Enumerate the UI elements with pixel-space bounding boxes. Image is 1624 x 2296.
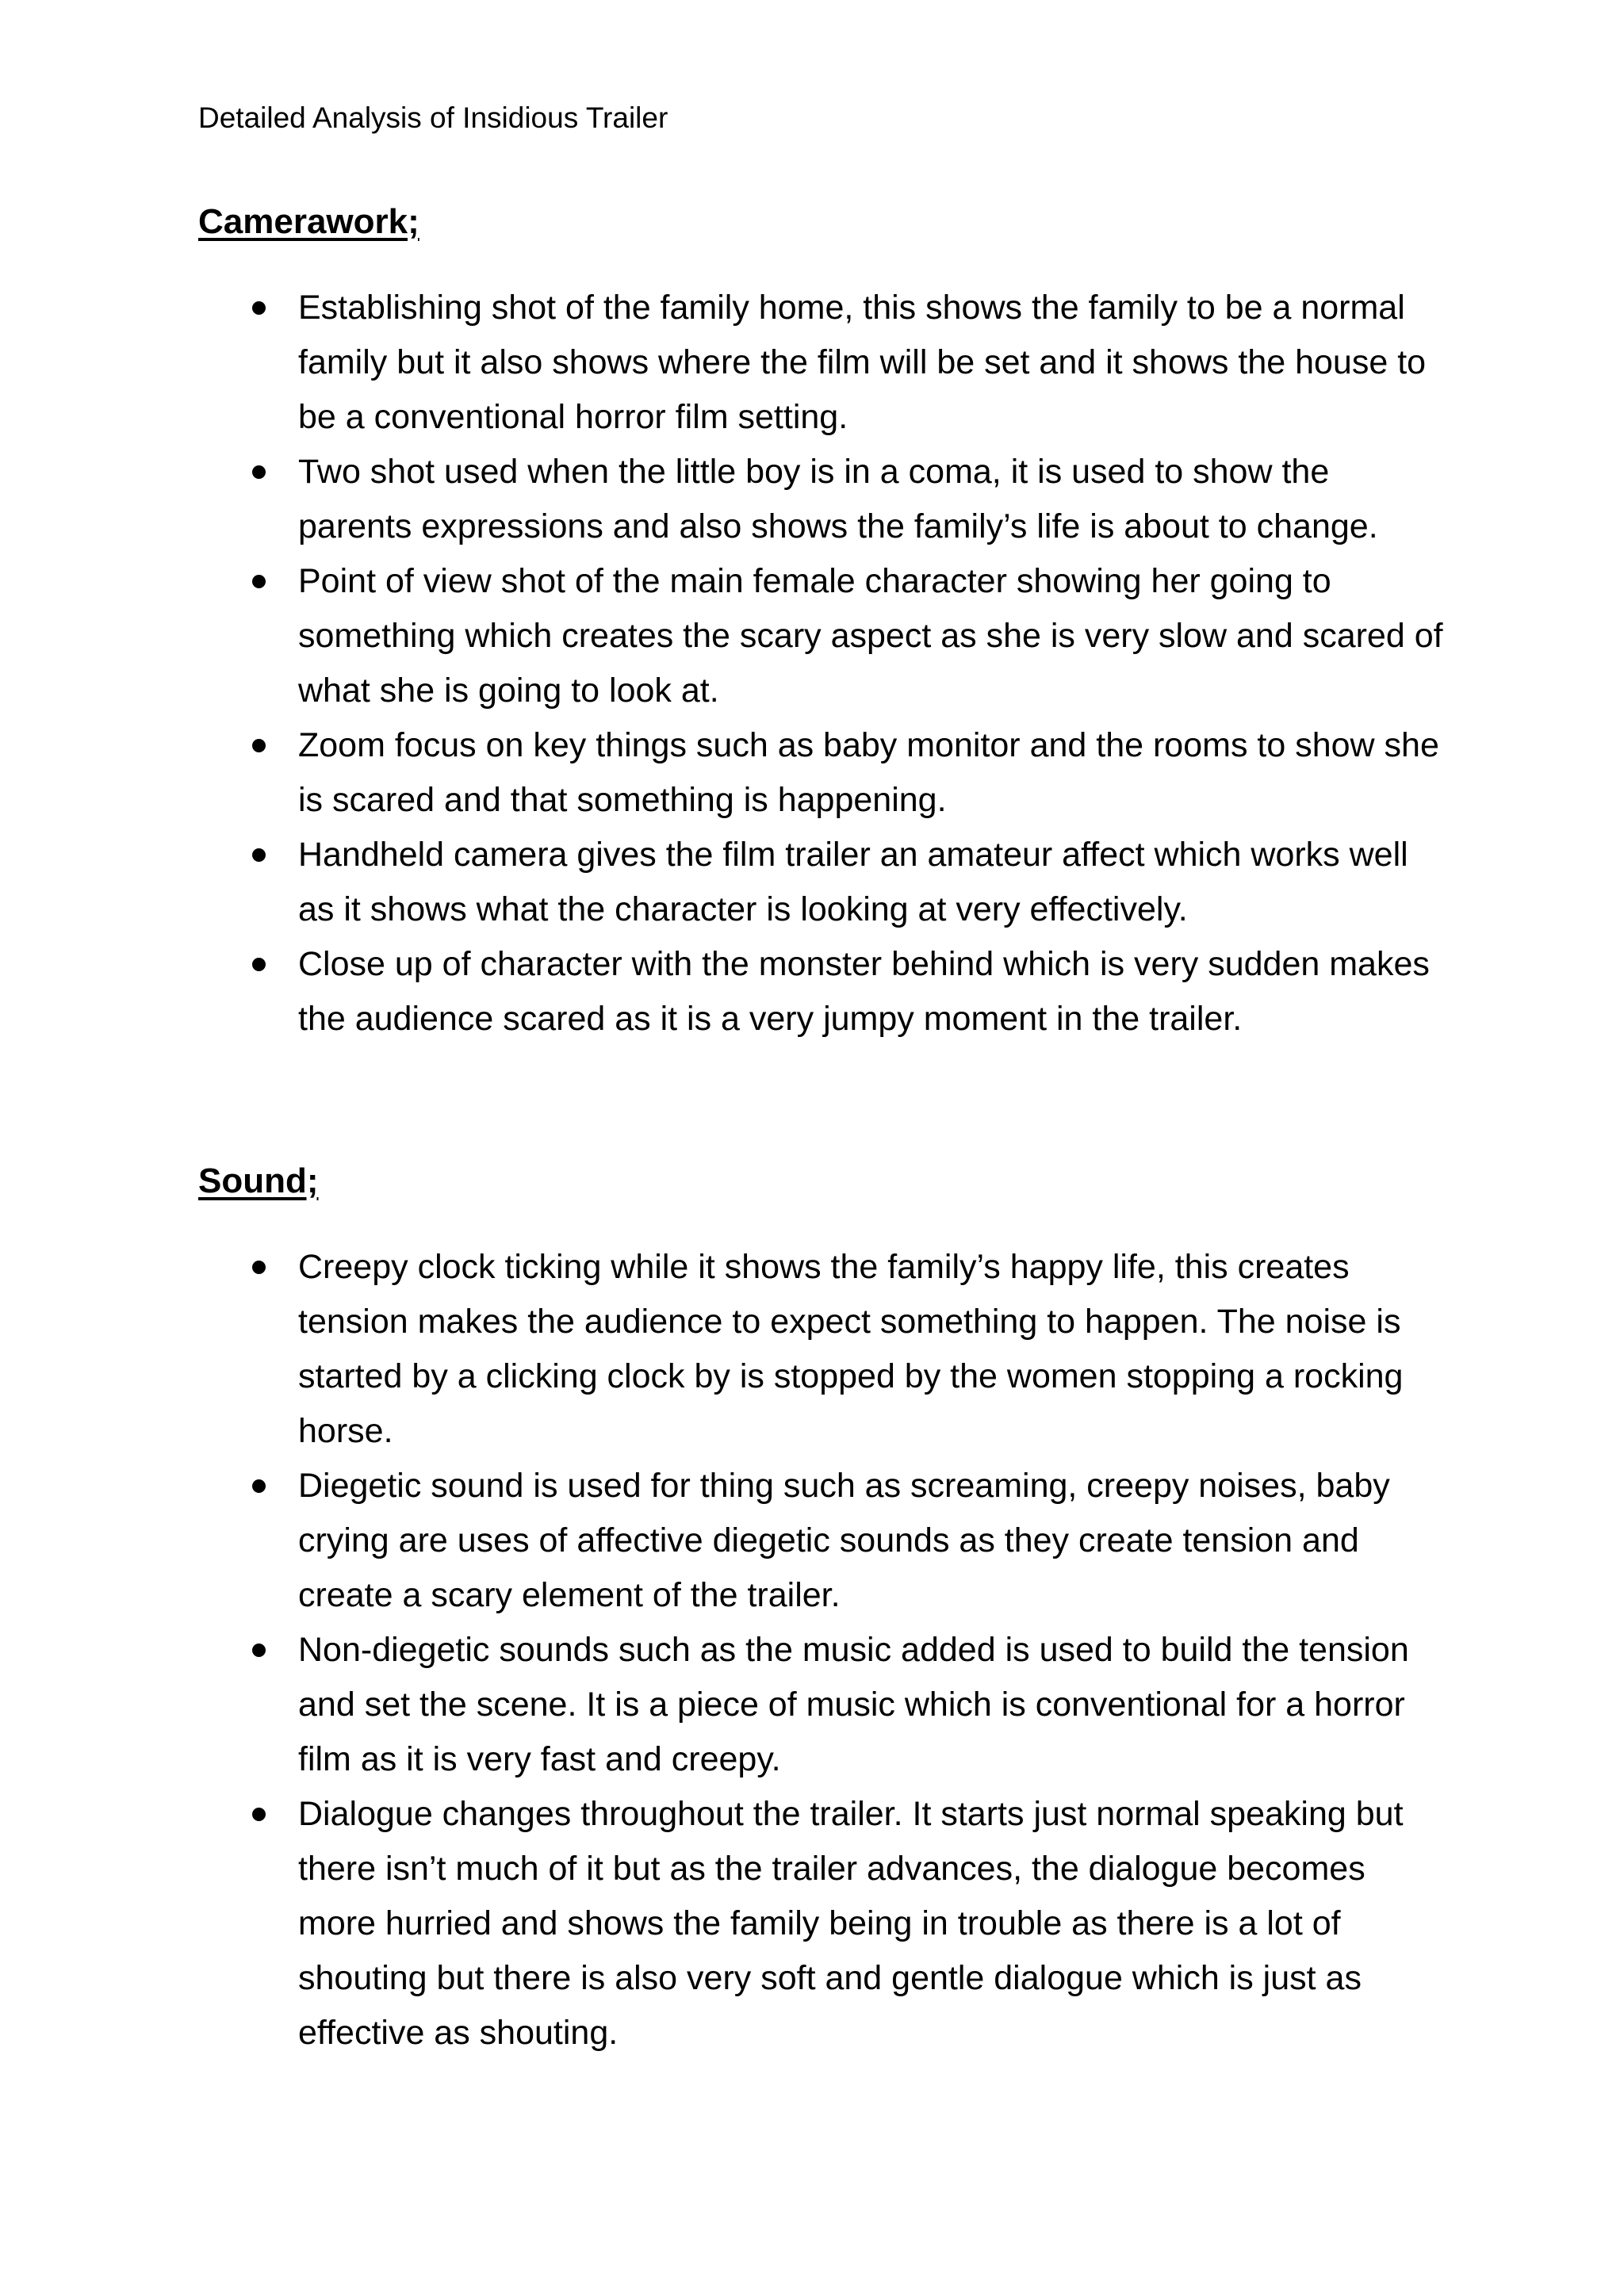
bullet-text: Point of view shot of the main female character showing her going to something which creates the scary aspect as she is very slow and scared of what she is going to look at.: [298, 562, 1443, 710]
camerawork-bullet: [198, 445, 1451, 554]
bullet-icon: [252, 1479, 266, 1493]
bullet-icon: [252, 575, 266, 588]
camerawork-bullet: [198, 554, 1451, 718]
bullet-text: Dialogue changes throughout the trailer. It starts just normal speaking but there isn’t much of it but as the trailer advances, the dialogue becomes more hurried and shows the family being in trouble as there is a lot of shouting but there is also very soft and gentle dialogue which is just as effective as shouting.: [298, 1795, 1404, 2052]
bullet-text: Non-diegetic sounds such as the music added is used to build the tension and set the scene. It is a piece of music which is conventional for a horror film as it is very fast and creepy.: [298, 1631, 1409, 1778]
bullet-text: Establishing shot of the family home, this shows the family to be a normal family but it also shows where the film will be set and it shows the house to be a conventional horror film setting.: [298, 289, 1427, 436]
camerawork-section: [198, 197, 1451, 1047]
sound-bullet: [198, 1240, 1451, 1459]
bullet-icon: [252, 1808, 266, 1821]
bullet-text: Zoom focus on key things such as baby monitor and the rooms to show she is scared and that something is happening.: [298, 726, 1439, 819]
camerawork-bullet: [198, 937, 1451, 1047]
sound-bullet: [198, 1787, 1451, 2061]
camerawork-bullet-list: [198, 281, 1451, 1047]
bullet-text: Two shot used when the little boy is in a coma, it is used to show the parents expressions and also shows the family’s life is about to change.: [298, 453, 1378, 545]
bullet-text: Creepy clock ticking while it shows the family’s happy life, this creates tension makes the audience to expect something to happen. The noise is started by a clicking clock by is stopped by the women stopping a rocking horse.: [298, 1248, 1404, 1450]
camerawork-bullet: [198, 828, 1451, 937]
bullet-text: Close up of character with the monster behind which is very sudden makes the audience scared as it is a very jumpy moment in the trailer.: [298, 945, 1430, 1038]
bullet-icon: [252, 848, 266, 862]
bullet-icon: [252, 1261, 266, 1274]
bullet-text: Diegetic sound is used for thing such as screaming, creepy noises, baby crying are uses of affective diegetic sounds as they create tension and create a scary element of the trailer.: [298, 1467, 1390, 1614]
bullet-icon: [252, 301, 266, 315]
document-header: Detailed Analysis of Insidious Trailer: [198, 101, 668, 134]
camerawork-heading: Camerawork;: [198, 202, 419, 241]
bullet-text: Handheld camera gives the film trailer an amateur affect which works well as it shows what the character is looking at very effectively.: [298, 836, 1408, 928]
bullet-icon: [252, 465, 266, 479]
bullet-icon: [252, 1644, 266, 1657]
bullet-icon: [252, 958, 266, 971]
bullet-icon: [252, 739, 266, 752]
sound-bullet-list: [198, 1240, 1451, 2061]
sound-section: [198, 1156, 1451, 2061]
camerawork-bullet: [198, 281, 1451, 445]
sound-bullet: [198, 1459, 1451, 1623]
camerawork-bullet: [198, 718, 1451, 828]
sound-heading: Sound;: [198, 1161, 319, 1200]
sound-bullet: [198, 1623, 1451, 1787]
